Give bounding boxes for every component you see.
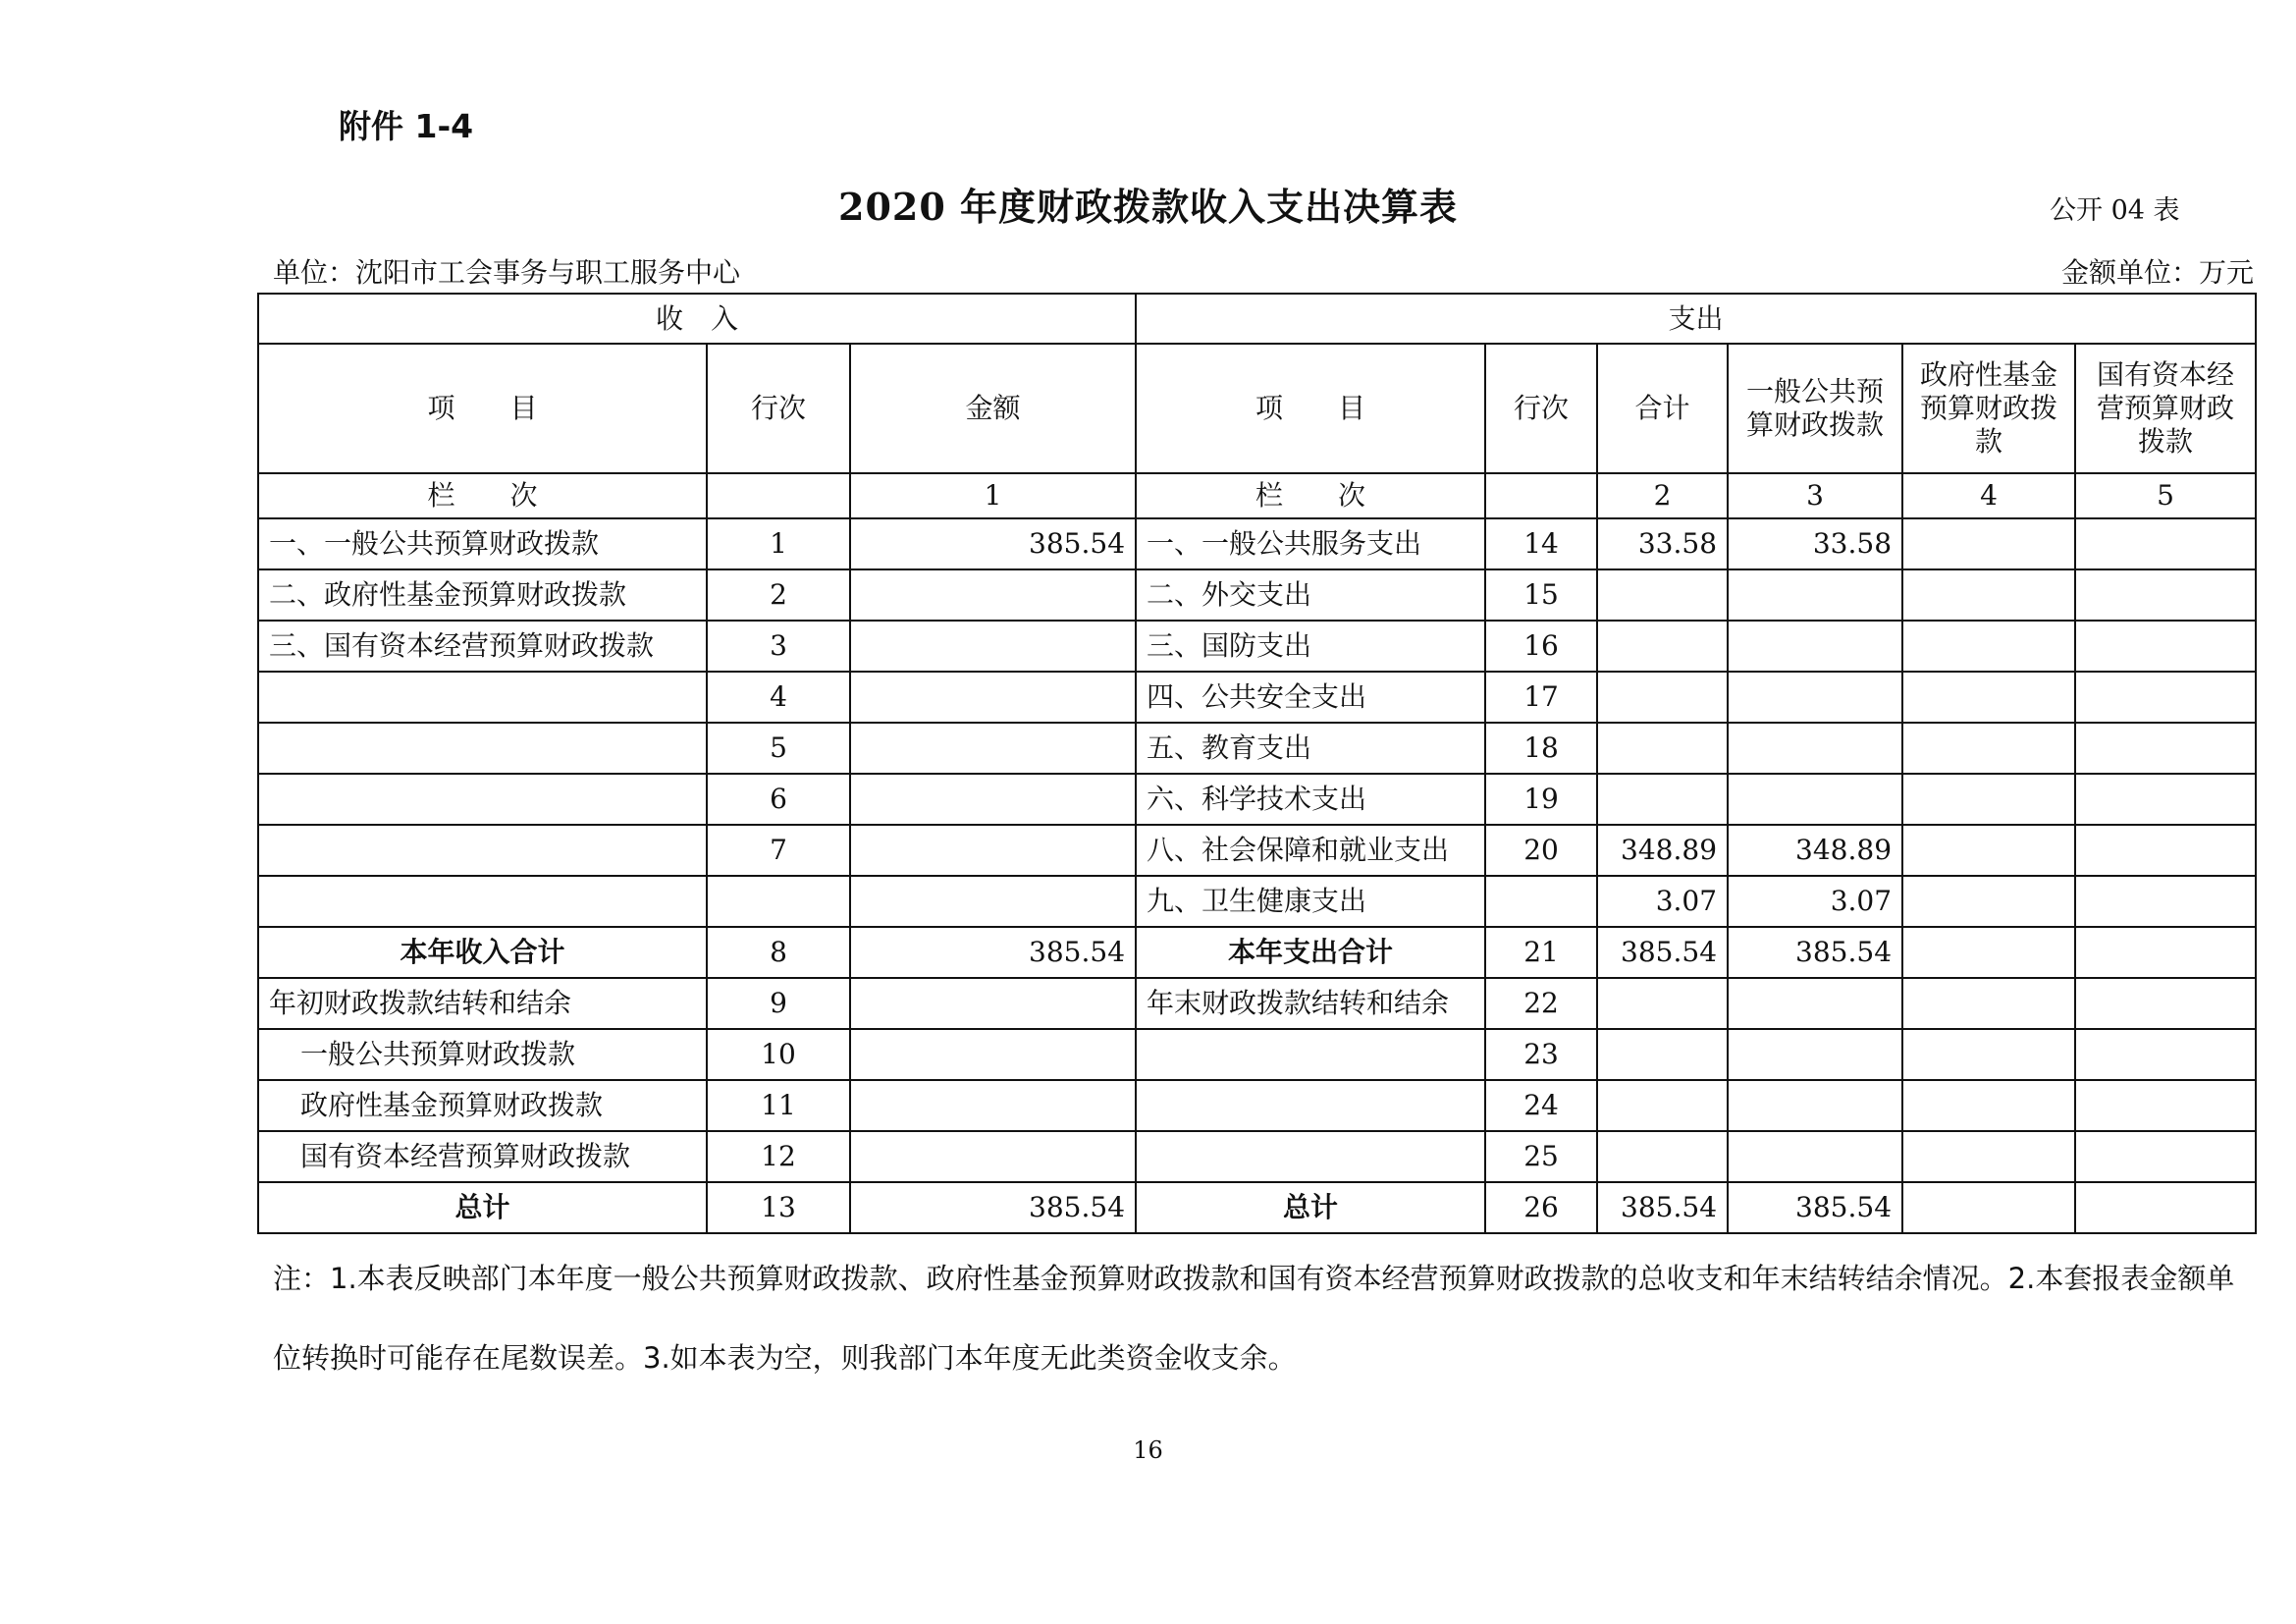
expense-row-no: 24 — [1485, 1080, 1597, 1131]
expense-item — [1136, 1131, 1485, 1182]
general-public-amount — [1728, 569, 1902, 621]
state-capital-amount — [2075, 825, 2256, 876]
general-public-amount — [1728, 978, 1902, 1029]
income-row-no-header: 行次 — [707, 344, 850, 473]
general-public-amount: 33.58 — [1728, 518, 1902, 569]
general-public-amount — [1728, 774, 1902, 825]
gov-fund-amount — [1902, 621, 2075, 672]
expense-row-no: 25 — [1485, 1131, 1597, 1182]
state-capital-amount — [2075, 1182, 2256, 1233]
income-column-label: 栏 次 — [258, 473, 707, 518]
expense-total — [1597, 723, 1728, 774]
expense-total: 33.58 — [1597, 518, 1728, 569]
income-row-no: 13 — [707, 1182, 850, 1233]
expense-row-no: 14 — [1485, 518, 1597, 569]
expense-total — [1597, 978, 1728, 1029]
unit-label: 单位：沈阳市工会事务与职工服务中心 — [273, 256, 741, 289]
table-row — [258, 518, 2256, 569]
expense-row-no — [1485, 876, 1597, 927]
gov-fund-amount — [1902, 1131, 2075, 1182]
attachment-label: 附件 1-4 — [339, 107, 474, 145]
general-public-amount — [1728, 1080, 1902, 1131]
income-row-no: 12 — [707, 1131, 850, 1182]
expense-item — [1136, 1029, 1485, 1080]
table-row — [258, 774, 2256, 825]
income-amount — [850, 569, 1136, 621]
income-amount: 385.54 — [850, 1182, 1136, 1233]
expense-item: 八、社会保障和就业支出 — [1136, 825, 1485, 876]
table-row — [258, 569, 2256, 621]
expense-total: 385.54 — [1597, 927, 1728, 978]
column-number: 4 — [1902, 473, 2075, 518]
gov-fund-amount — [1902, 876, 2075, 927]
income-amount: 385.54 — [850, 927, 1136, 978]
empty-cell — [1485, 473, 1597, 518]
income-row-no: 1 — [707, 518, 850, 569]
table-row — [258, 1131, 2256, 1182]
general-public-amount — [1728, 621, 1902, 672]
income-amount — [850, 1080, 1136, 1131]
state-capital-amount — [2075, 1029, 2256, 1080]
expense-item: 三、国防支出 — [1136, 621, 1485, 672]
expense-total: 348.89 — [1597, 825, 1728, 876]
gov-fund-amount — [1902, 927, 2075, 978]
expense-total: 385.54 — [1597, 1182, 1728, 1233]
general-public-amount: 385.54 — [1728, 1182, 1902, 1233]
income-section-header: 收 入 — [258, 294, 1136, 344]
income-row-no: 9 — [707, 978, 850, 1029]
income-amount — [850, 723, 1136, 774]
table-row — [258, 927, 2256, 978]
expense-item: 一、一般公共服务支出 — [1136, 518, 1485, 569]
table-row — [258, 825, 2256, 876]
state-capital-amount — [2075, 1131, 2256, 1182]
expense-item: 九、卫生健康支出 — [1136, 876, 1485, 927]
state-capital-amount — [2075, 621, 2256, 672]
expense-row-no: 23 — [1485, 1029, 1597, 1080]
expense-total — [1597, 1131, 1728, 1182]
table-row — [258, 672, 2256, 723]
expense-item: 四、公共安全支出 — [1136, 672, 1485, 723]
expense-row-no: 17 — [1485, 672, 1597, 723]
table-row — [258, 1182, 2256, 1233]
table-row — [258, 621, 2256, 672]
gov-fund-amount — [1902, 1029, 2075, 1080]
expense-grand-total-label: 总计 — [1136, 1182, 1485, 1233]
gov-fund-amount — [1902, 978, 2075, 1029]
income-item: 国有资本经营预算财政拨款 — [258, 1131, 707, 1182]
income-row-no: 10 — [707, 1029, 850, 1080]
income-amount — [850, 876, 1136, 927]
general-public-amount — [1728, 672, 1902, 723]
expense-item: 六、科学技术支出 — [1136, 774, 1485, 825]
income-item — [258, 825, 707, 876]
money-unit-label: 金额单位：万元 — [2060, 256, 2254, 289]
gov-fund-amount — [1902, 569, 2075, 621]
expense-item — [1136, 1080, 1485, 1131]
column-header-row — [258, 344, 2256, 473]
income-item: 政府性基金预算财政拨款 — [258, 1080, 707, 1131]
state-capital-amount — [2075, 978, 2256, 1029]
state-capital-amount — [2075, 927, 2256, 978]
column-number: 2 — [1597, 473, 1728, 518]
gov-fund-amount — [1902, 1182, 2075, 1233]
column-number: 5 — [2075, 473, 2256, 518]
page-title: 2020 年度财政拨款收入支出决算表 — [838, 185, 1458, 229]
income-amount — [850, 774, 1136, 825]
expense-row-no: 26 — [1485, 1182, 1597, 1233]
income-row-no: 5 — [707, 723, 850, 774]
income-subtotal-label: 本年收入合计 — [258, 927, 707, 978]
expense-item: 五、教育支出 — [1136, 723, 1485, 774]
page-number: 16 — [1133, 1436, 1163, 1464]
expense-item-header: 项 目 — [1136, 344, 1485, 473]
total-header: 合计 — [1597, 344, 1728, 473]
expense-subtotal-label: 本年支出合计 — [1136, 927, 1485, 978]
income-row-no: 2 — [707, 569, 850, 621]
expense-item: 二、外交支出 — [1136, 569, 1485, 621]
income-amount — [850, 621, 1136, 672]
table-row — [258, 876, 2256, 927]
income-row-no: 3 — [707, 621, 850, 672]
expense-column-label: 栏 次 — [1136, 473, 1485, 518]
gov-fund-header: 政府性基金预算财政拨款 — [1902, 344, 2075, 473]
expense-section-header: 支出 — [1136, 294, 2256, 344]
table-row — [258, 978, 2256, 1029]
column-number: 3 — [1728, 473, 1902, 518]
expense-total — [1597, 1029, 1728, 1080]
table-row — [258, 723, 2256, 774]
general-public-amount: 385.54 — [1728, 927, 1902, 978]
table-number: 公开 04 表 — [2050, 195, 2180, 226]
expense-total: 3.07 — [1597, 876, 1728, 927]
table-note: 注：1.本表反映部门本年度一般公共预算财政拨款、政府性基金预算财政拨款和国有资本经营预算财政拨款的总收支和年末结转结余情况。2.本套报表金额单位转换时可能存在尾数误差。3.如本表为空，则我部门本年度无此类资金收支余。 — [273, 1262, 2235, 1375]
table-row — [258, 1080, 2256, 1131]
state-capital-amount — [2075, 672, 2256, 723]
gov-fund-amount — [1902, 672, 2075, 723]
expense-total — [1597, 569, 1728, 621]
general-public-amount: 348.89 — [1728, 825, 1902, 876]
state-capital-amount — [2075, 569, 2256, 621]
state-capital-amount — [2075, 876, 2256, 927]
general-public-amount — [1728, 1029, 1902, 1080]
section-header-row — [258, 294, 2256, 344]
general-public-amount — [1728, 1131, 1902, 1182]
gov-fund-amount — [1902, 774, 2075, 825]
income-amount — [850, 825, 1136, 876]
state-capital-header: 国有资本经营预算财政拨款 — [2075, 344, 2256, 473]
income-item — [258, 723, 707, 774]
table-row — [258, 1029, 2256, 1080]
state-capital-amount — [2075, 774, 2256, 825]
expense-row-no: 15 — [1485, 569, 1597, 621]
gov-fund-amount — [1902, 825, 2075, 876]
column-number: 1 — [850, 473, 1136, 518]
income-amount: 385.54 — [850, 518, 1136, 569]
income-row-no: 4 — [707, 672, 850, 723]
state-capital-amount — [2075, 518, 2256, 569]
state-capital-amount — [2075, 723, 2256, 774]
income-item: 二、政府性基金预算财政拨款 — [258, 569, 707, 621]
general-public-amount — [1728, 723, 1902, 774]
income-item — [258, 774, 707, 825]
income-grand-total-label: 总计 — [258, 1182, 707, 1233]
gov-fund-amount — [1902, 1080, 2075, 1131]
income-row-no: 11 — [707, 1080, 850, 1131]
gov-fund-amount — [1902, 518, 2075, 569]
income-item: 年初财政拨款结转和结余 — [258, 978, 707, 1029]
income-item — [258, 876, 707, 927]
income-amount — [850, 672, 1136, 723]
expense-row-no-header: 行次 — [1485, 344, 1597, 473]
income-item: 一般公共预算财政拨款 — [258, 1029, 707, 1080]
state-capital-amount — [2075, 1080, 2256, 1131]
income-item: 三、国有资本经营预算财政拨款 — [258, 621, 707, 672]
expense-row-no: 18 — [1485, 723, 1597, 774]
expense-item: 年末财政拨款结转和结余 — [1136, 978, 1485, 1029]
budget-table — [257, 293, 2257, 1234]
income-row-no: 7 — [707, 825, 850, 876]
general-public-header: 一般公共预算财政拨款 — [1728, 344, 1902, 473]
expense-total — [1597, 672, 1728, 723]
income-amount — [850, 1029, 1136, 1080]
income-row-no — [707, 876, 850, 927]
income-item: 一、一般公共预算财政拨款 — [258, 518, 707, 569]
income-item — [258, 672, 707, 723]
expense-row-no: 19 — [1485, 774, 1597, 825]
gov-fund-amount — [1902, 723, 2075, 774]
empty-cell — [707, 473, 850, 518]
expense-total — [1597, 774, 1728, 825]
income-amount-header: 金额 — [850, 344, 1136, 473]
income-amount — [850, 978, 1136, 1029]
income-item-header: 项 目 — [258, 344, 707, 473]
expense-total — [1597, 1080, 1728, 1131]
expense-row-no: 16 — [1485, 621, 1597, 672]
expense-row-no: 20 — [1485, 825, 1597, 876]
income-row-no: 8 — [707, 927, 850, 978]
expense-row-no: 22 — [1485, 978, 1597, 1029]
expense-row-no: 21 — [1485, 927, 1597, 978]
income-row-no: 6 — [707, 774, 850, 825]
income-amount — [850, 1131, 1136, 1182]
column-number-row — [258, 473, 2256, 518]
expense-total — [1597, 621, 1728, 672]
general-public-amount: 3.07 — [1728, 876, 1902, 927]
